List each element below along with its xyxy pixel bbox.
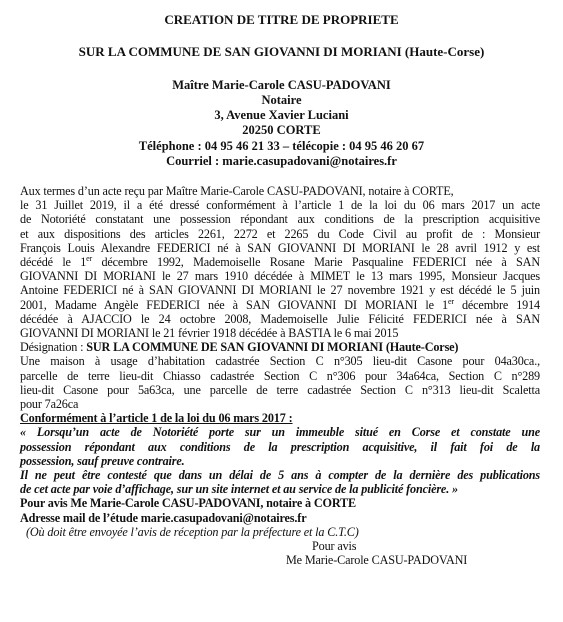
act-paragraph (20, 184, 540, 567)
paragraph-line: de Notoriété constatant une possession répondant aux conditions de la prescription acquisitive (20, 212, 540, 227)
notary-address: 3, Avenue Xavier Luciani (214, 108, 349, 122)
notary-role: Notaire (261, 93, 302, 107)
paragraph-line: GIOVANNI DI MORIANI le 21 février 1918 décédée à BASTIA le 6 mai 2015 (20, 326, 399, 341)
designation-commune: SUR LA COMMUNE DE SAN GIOVANNI DI MORIANI (Haute-Corse) (86, 340, 459, 355)
notary-name: Maître Marie-Carole CASU-PADOVANI (172, 78, 391, 92)
paragraph-line: GIOVANNI DI MORIANI le 27 mars 1910 décédée à MIMET le 13 mars 1995, Monsieur Jacques (20, 269, 540, 284)
commune-heading: SUR LA COMMUNE DE SAN GIOVANNI DI MORIANI (Haute-Corse) (78, 44, 485, 59)
notary-city: 20250 CORTE (242, 123, 321, 137)
paragraph-line: Aux termes d’un acte reçu par Maître Marie-Carole CASU-PADOVANI, notaire à CORTE, (20, 184, 454, 198)
pour-avis-line: Pour avis Me Marie-Carole CASU-PADOVANI, notaire à CORTE (20, 496, 356, 511)
law-quote: « Lorsqu’un acte de Notoriété porte sur un immeuble situé en Corse et constate une (20, 425, 540, 440)
designation-text: lieu-dit Casone pour 5a63ca, une parcelle de terre cadastrée Section C n°313 lieu-dit Scaletta (20, 382, 540, 397)
paragraph-line: décédée à AJACCIO le 24 octobre 2008, Mademoiselle Julie Félicité FEDERICI née à SAN (20, 311, 540, 326)
designation-text: pour 7a26ca (20, 397, 79, 412)
designation-line: Désignation : SUR LA COMMUNE DE SAN GIOVANNI DI MORIANI (Haute-Corse) (20, 340, 459, 355)
law-quote: Il ne peut être contesté que dans un délai de 5 ans à compter de la dernière des publications (20, 468, 540, 483)
law-quote: possession, sauf preuve contraire. (20, 453, 185, 468)
law-quote: possession répondant aux conditions de la prescription acquisitive, il fait foi de la (20, 439, 540, 454)
law-quote: de cet acte par voie d’affichage, sur un site internet et au service de la publicité foncière. » (20, 482, 458, 497)
paragraph-line: François Louis Alexandre FEDERICI né à SAN GIOVANNI DI MORIANI le 28 avril 1912 y est (20, 240, 540, 255)
paragraph-line: 2001, Madame Angèle FEDERICI née à SAN GIOVANNI DI MORIANI le 1er décembre 1914 (20, 296, 540, 312)
signature-name: Me Marie-Carole CASU-PADOVANI (286, 553, 468, 568)
notary-email: Courriel : marie.casupadovani@notaires.fr (166, 154, 397, 168)
designation-text: Une maison à usage d’habitation cadastrée Section C n°305 lieu-dit Casone pour 04a30ca., (20, 354, 540, 369)
paragraph-line: Antoine FEDERICI né à SAN GIOVANNI DI MORIANI le 27 novembre 1921 y est décédé le 5 juin (20, 283, 540, 298)
paragraph-line: décédé le 1er décembre 1992, Mademoiselle Rosane Marie Pasqualine FEDERICI née à SAN (20, 253, 540, 270)
paragraph-line: et aux dispositions des articles 2261, 2272 et 2265 du Code Civil au profit de : Monsieur (20, 226, 540, 241)
law-heading: Conformément à l’article 1 de la loi du 06 mars 2017 : (20, 411, 293, 426)
reception-note: (Où doit être envoyée l’avis de réception par la préfecture et la C.T.C) (26, 524, 359, 539)
signature-pour-avis: Pour avis (312, 539, 357, 554)
paragraph-line: le 31 Juillet 2019, il a été dressé conformément à l’article 1 de la loi du 06 mars 2017 un acte (20, 198, 540, 213)
document-title: CREATION DE TITRE DE PROPRIETE (164, 12, 399, 27)
notary-phone: Téléphone : 04 95 46 21 33 – télécopie : 04 95 46 20 67 (138, 139, 425, 153)
designation-text: parcelle de terre lieu-dit Chiasso cadastrée Section C n°306 pour 34a64ca, Section C n°289 (20, 368, 540, 383)
designation-label: Désignation (20, 340, 78, 355)
office-email-line: Adresse mail de l’étude marie.casupadovani@notaires.fr (20, 510, 307, 525)
